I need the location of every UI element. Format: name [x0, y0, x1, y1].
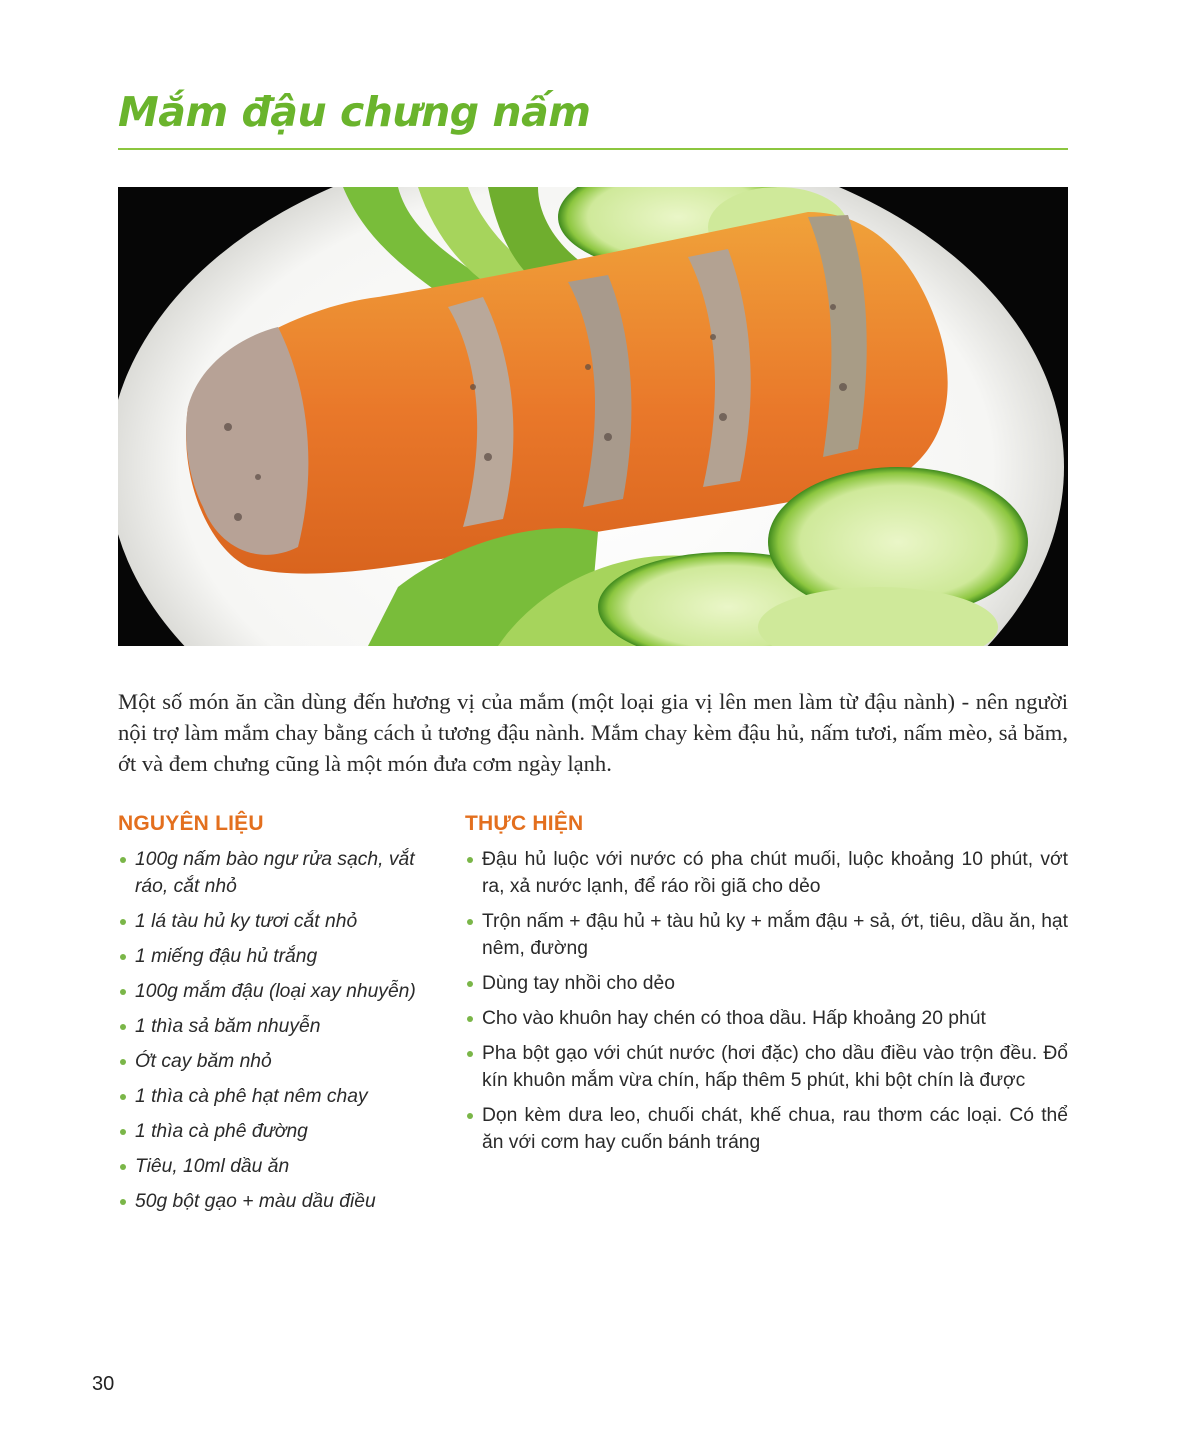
ingredient-item: Tiêu, 10ml dầu ăn: [118, 1153, 438, 1180]
recipe-title: Mắm đậu chưng nấm: [118, 88, 591, 136]
ingredient-item: 1 thìa cà phê hạt nêm chay: [118, 1083, 438, 1110]
step-item: Pha bột gạo với chút nước (hơi đặc) cho dầu điều vào trộn đều. Đổ kín khuôn mắm vừa chín, hấp thêm 5 phút, khi bột chín là được: [465, 1040, 1068, 1094]
step-item: Đậu hủ luộc với nước có pha chút muối, luộc khoảng 10 phút, vớt ra, xả nước lạnh, để ráo rồi giã cho dẻo: [465, 846, 1068, 900]
steps-section: [465, 812, 1068, 1164]
ingredient-item: 1 miếng đậu hủ trắng: [118, 943, 438, 970]
page-number: 30: [92, 1373, 115, 1395]
intro-paragraph: Một số món ăn cần dùng đến hương vị của mắm (một loại gia vị lên men làm từ đậu nành) - nên người nội trợ làm mắm chay bằng cách ủ tương đậu nành. Mắm chay kèm đậu hủ, nấm tươi, nấm mèo, sả băm, ớt và đem chưng cũng là một món đưa cơm ngày lạnh.: [118, 689, 1068, 776]
step-item: Trộn nấm + đậu hủ + tàu hủ ky + mắm đậu + sả, ớt, tiêu, dầu ăn, hạt nêm, đường: [465, 908, 1068, 962]
ingredient-item: 1 thìa sả băm nhuyễn: [118, 1013, 438, 1040]
ingredient-item: 50g bột gạo + màu dầu điều: [118, 1188, 438, 1215]
dish-photo: [118, 187, 1068, 646]
step-item: Dọn kèm dưa leo, chuối chát, khế chua, rau thơm các loại. Có thể ăn với cơm hay cuốn bánh tráng: [465, 1102, 1068, 1156]
step-item: Cho vào khuôn hay chén có thoa dầu. Hấp khoảng 20 phút: [465, 1005, 1068, 1032]
ingredients-heading: NGUYÊN LIỆU: [118, 812, 264, 835]
step-item: Dùng tay nhồi cho dẻo: [465, 970, 1068, 997]
ingredient-item: 1 lá tàu hủ ky tươi cắt nhỏ: [118, 908, 438, 935]
ingredients-section: [118, 812, 438, 1223]
ingredient-item: 100g mắm đậu (loại xay nhuyễn): [118, 978, 438, 1005]
steps-heading: THỰC HIỆN: [465, 812, 584, 835]
title-divider: [118, 148, 1068, 150]
ingredient-item: 100g nấm bào ngư rửa sạch, vắt ráo, cắt nhỏ: [118, 846, 438, 900]
ingredient-item: Ớt cay băm nhỏ: [118, 1048, 438, 1075]
ingredient-item: 1 thìa cà phê đường: [118, 1118, 438, 1145]
steps-list: [465, 846, 1068, 1156]
ingredients-list: [118, 846, 438, 1215]
